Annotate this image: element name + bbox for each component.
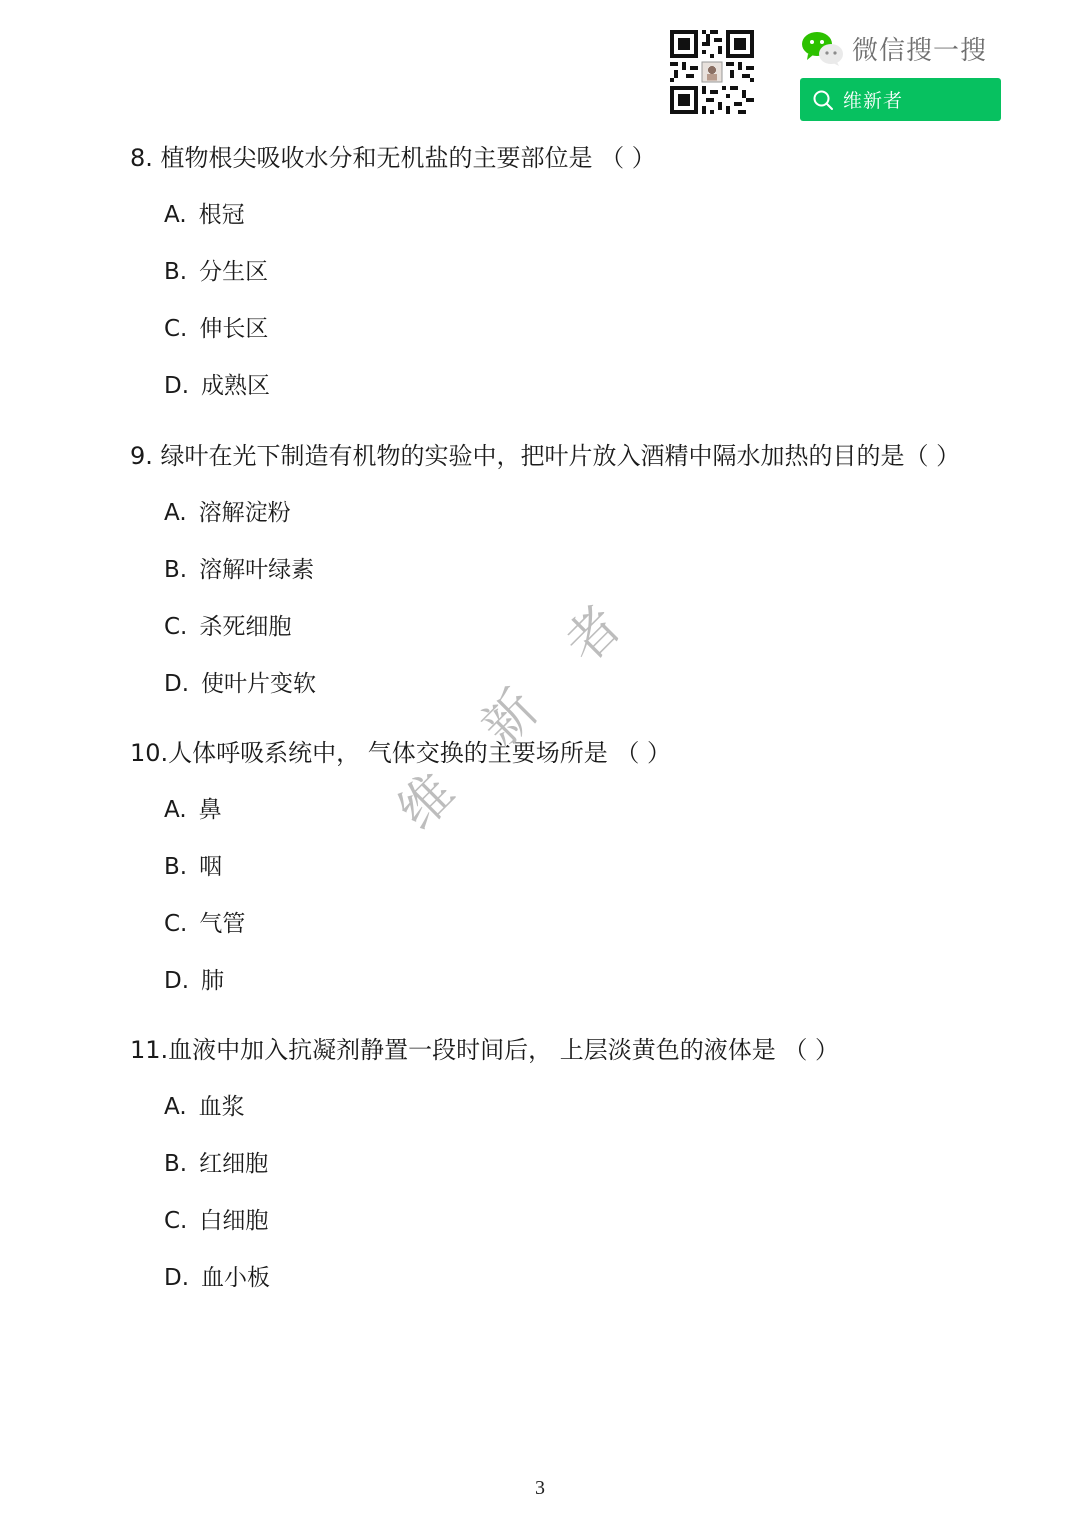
option-d: D. 使叶片变软: [164, 671, 317, 697]
wechat-search-title: 微信搜一搜: [852, 35, 988, 66]
option-b: B. 溶解叶绿素: [164, 557, 315, 583]
watermark-char: 者: [554, 595, 634, 675]
option-b: B. 分生区: [164, 259, 269, 285]
option-d: D. 肺: [164, 968, 225, 994]
search-button[interactable]: [800, 78, 1001, 121]
search-keyword: 维新者: [843, 90, 904, 112]
option-d: D. 血小板: [164, 1265, 271, 1291]
option-c: C. 气管: [164, 911, 246, 937]
watermark-char: 维: [387, 762, 467, 842]
search-icon: [812, 89, 834, 111]
option-c: C. 伸长区: [164, 316, 269, 342]
wechat-search-brand: [800, 28, 987, 68]
option-c: C. 白细胞: [164, 1208, 269, 1234]
option-c: C. 杀死细胞: [164, 614, 292, 640]
wechat-logo-icon: [800, 30, 844, 66]
question-stem: 8. 植物根尖吸收水分和无机盐的主要部位是 （ ）: [130, 144, 656, 172]
question-9: [130, 440, 1030, 700]
option-a: A. 根冠: [164, 202, 245, 228]
question-stem: 9. 绿叶在光下制造有机物的实验中，把叶片放入酒精中隔水加热的目的是（ ）: [130, 442, 961, 470]
question-stem: 11.血液中加入抗凝剂静置一段时间后， 上层淡黄色的液体是 （ ）: [130, 1036, 840, 1064]
option-b: B. 红细胞: [164, 1151, 269, 1177]
option-a: A. 鼻: [164, 797, 222, 823]
watermark-char: 新: [470, 678, 550, 759]
qr-code: [670, 30, 754, 114]
question-8: [130, 142, 1030, 402]
option-a: A. 溶解淀粉: [164, 500, 291, 526]
question-11: [130, 1034, 1030, 1294]
option-d: D. 成熟区: [164, 373, 271, 399]
question-10: [130, 737, 1030, 997]
option-b: B. 咽: [164, 854, 223, 880]
question-stem: 10.人体呼吸系统中， 气体交换的主要场所是 （ ）: [130, 739, 672, 767]
page-number: 3: [535, 1477, 545, 1499]
option-a: A. 血浆: [164, 1094, 245, 1120]
